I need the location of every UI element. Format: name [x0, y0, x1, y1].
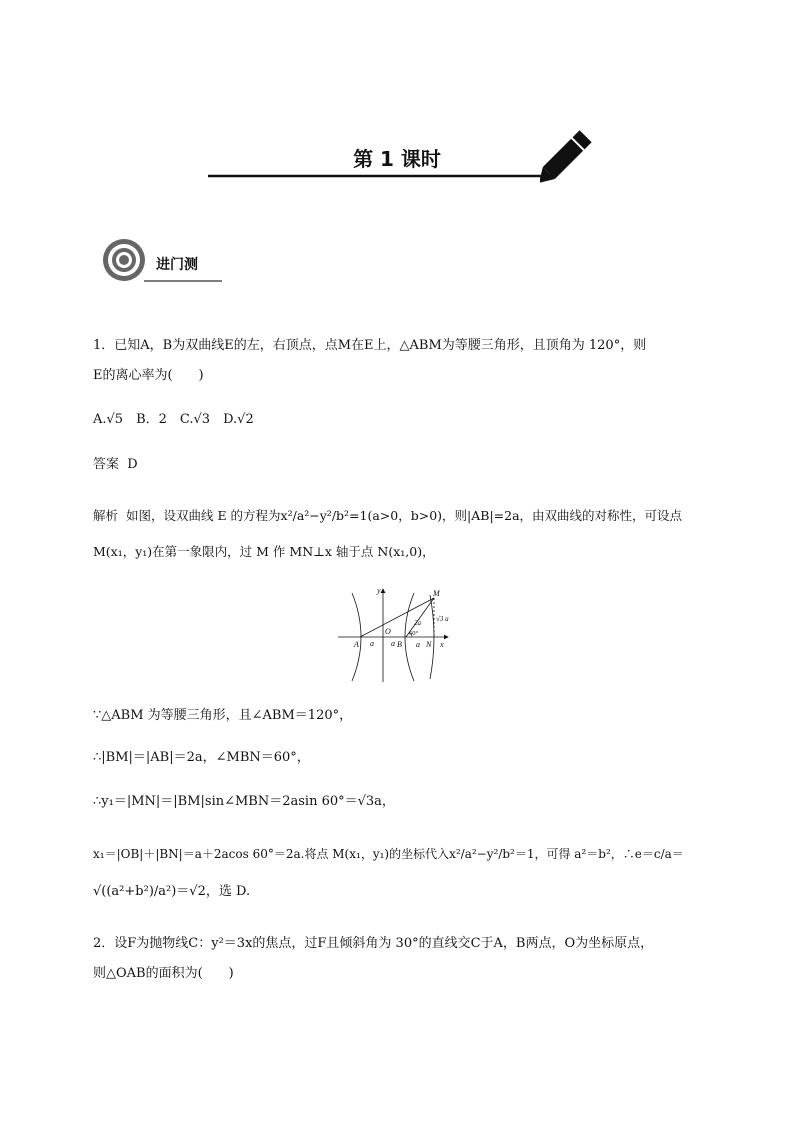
segment-AM: [360, 598, 434, 637]
step2: ∴|BM|＝|AB|＝2a，∠MBN＝60°，: [93, 750, 310, 765]
fig-label-x: x: [440, 640, 444, 649]
q1-answer: [93, 455, 713, 475]
fig-label-a1: a: [370, 639, 374, 648]
q1-line1: [93, 336, 713, 356]
fig-label-B: B: [397, 640, 402, 649]
q2-line2: 则△OAB的面积为( ): [93, 966, 234, 981]
pencil-icon: [540, 126, 598, 184]
analysis-line1-text: 如图，设双曲线 E 的方程为x²/a²−y²/b²=1(a>0，b>0)，则|AB|=2a，由双曲线的对称性，可设点: [125, 508, 683, 523]
fig-label-M: M: [433, 589, 440, 598]
fig-label-sqrt3a: √3 a: [436, 615, 449, 623]
answer-label: 答案: [93, 457, 120, 472]
fig-label-y: y: [377, 586, 381, 595]
q1-line1-text: 1．已知A，B为双曲线E的左，右顶点，点M在E上，△ABM为等腰三角形，且顶角为 120°，则: [93, 338, 647, 353]
fig-label-angle: 60°: [409, 630, 419, 637]
step5: √((a²+b²)/a²)＝√2，选 D.: [93, 884, 251, 899]
hyperbola-figure: [330, 585, 460, 685]
section-label: 进门测: [156, 257, 198, 273]
q2-line1: 2．设F为抛物线C：y²＝3x的焦点，过F且倾斜角为 30°的直线交C于A，B两点，O为坐标原点，: [93, 936, 654, 951]
step3: ∴y₁＝|MN|＝|BM|sin∠MBN＝2asin 60°＝√3a，: [93, 794, 395, 809]
analysis-line2: M(x₁，y₁)在第一象限内，过 M 作 MN⊥x 轴于点 N(x₁,0)，: [93, 544, 435, 559]
step4: x₁＝|OB|＋|BN|＝a＋2acos 60°＝2a.将点 M(x₁，y₁)的坐标代入x²/a²−y²/b²＝1，可得 a²＝b²，∴e＝c/a＝: [93, 847, 684, 861]
fig-label-A: A: [354, 640, 359, 649]
target-icon: [103, 239, 145, 281]
q1-options: A.√5 B．2 C.√3 D.√2: [93, 412, 254, 427]
fig-label-a2: a: [391, 639, 395, 648]
step1: ∵△ABM 为等腰三角形，且∠ABM＝120°，: [93, 708, 353, 723]
q1-line2: E的离心率为( ): [93, 368, 204, 383]
fig-label-O: O: [385, 627, 391, 636]
fig-label-a3: a: [416, 640, 420, 649]
analysis-label: 解析: [93, 508, 119, 523]
fig-label-2a: 2a: [414, 619, 421, 627]
page-title: 第 1 课时: [353, 147, 441, 171]
fig-label-N: N: [426, 640, 432, 649]
answer-value: D: [127, 457, 138, 472]
analysis-line1: [93, 506, 713, 526]
